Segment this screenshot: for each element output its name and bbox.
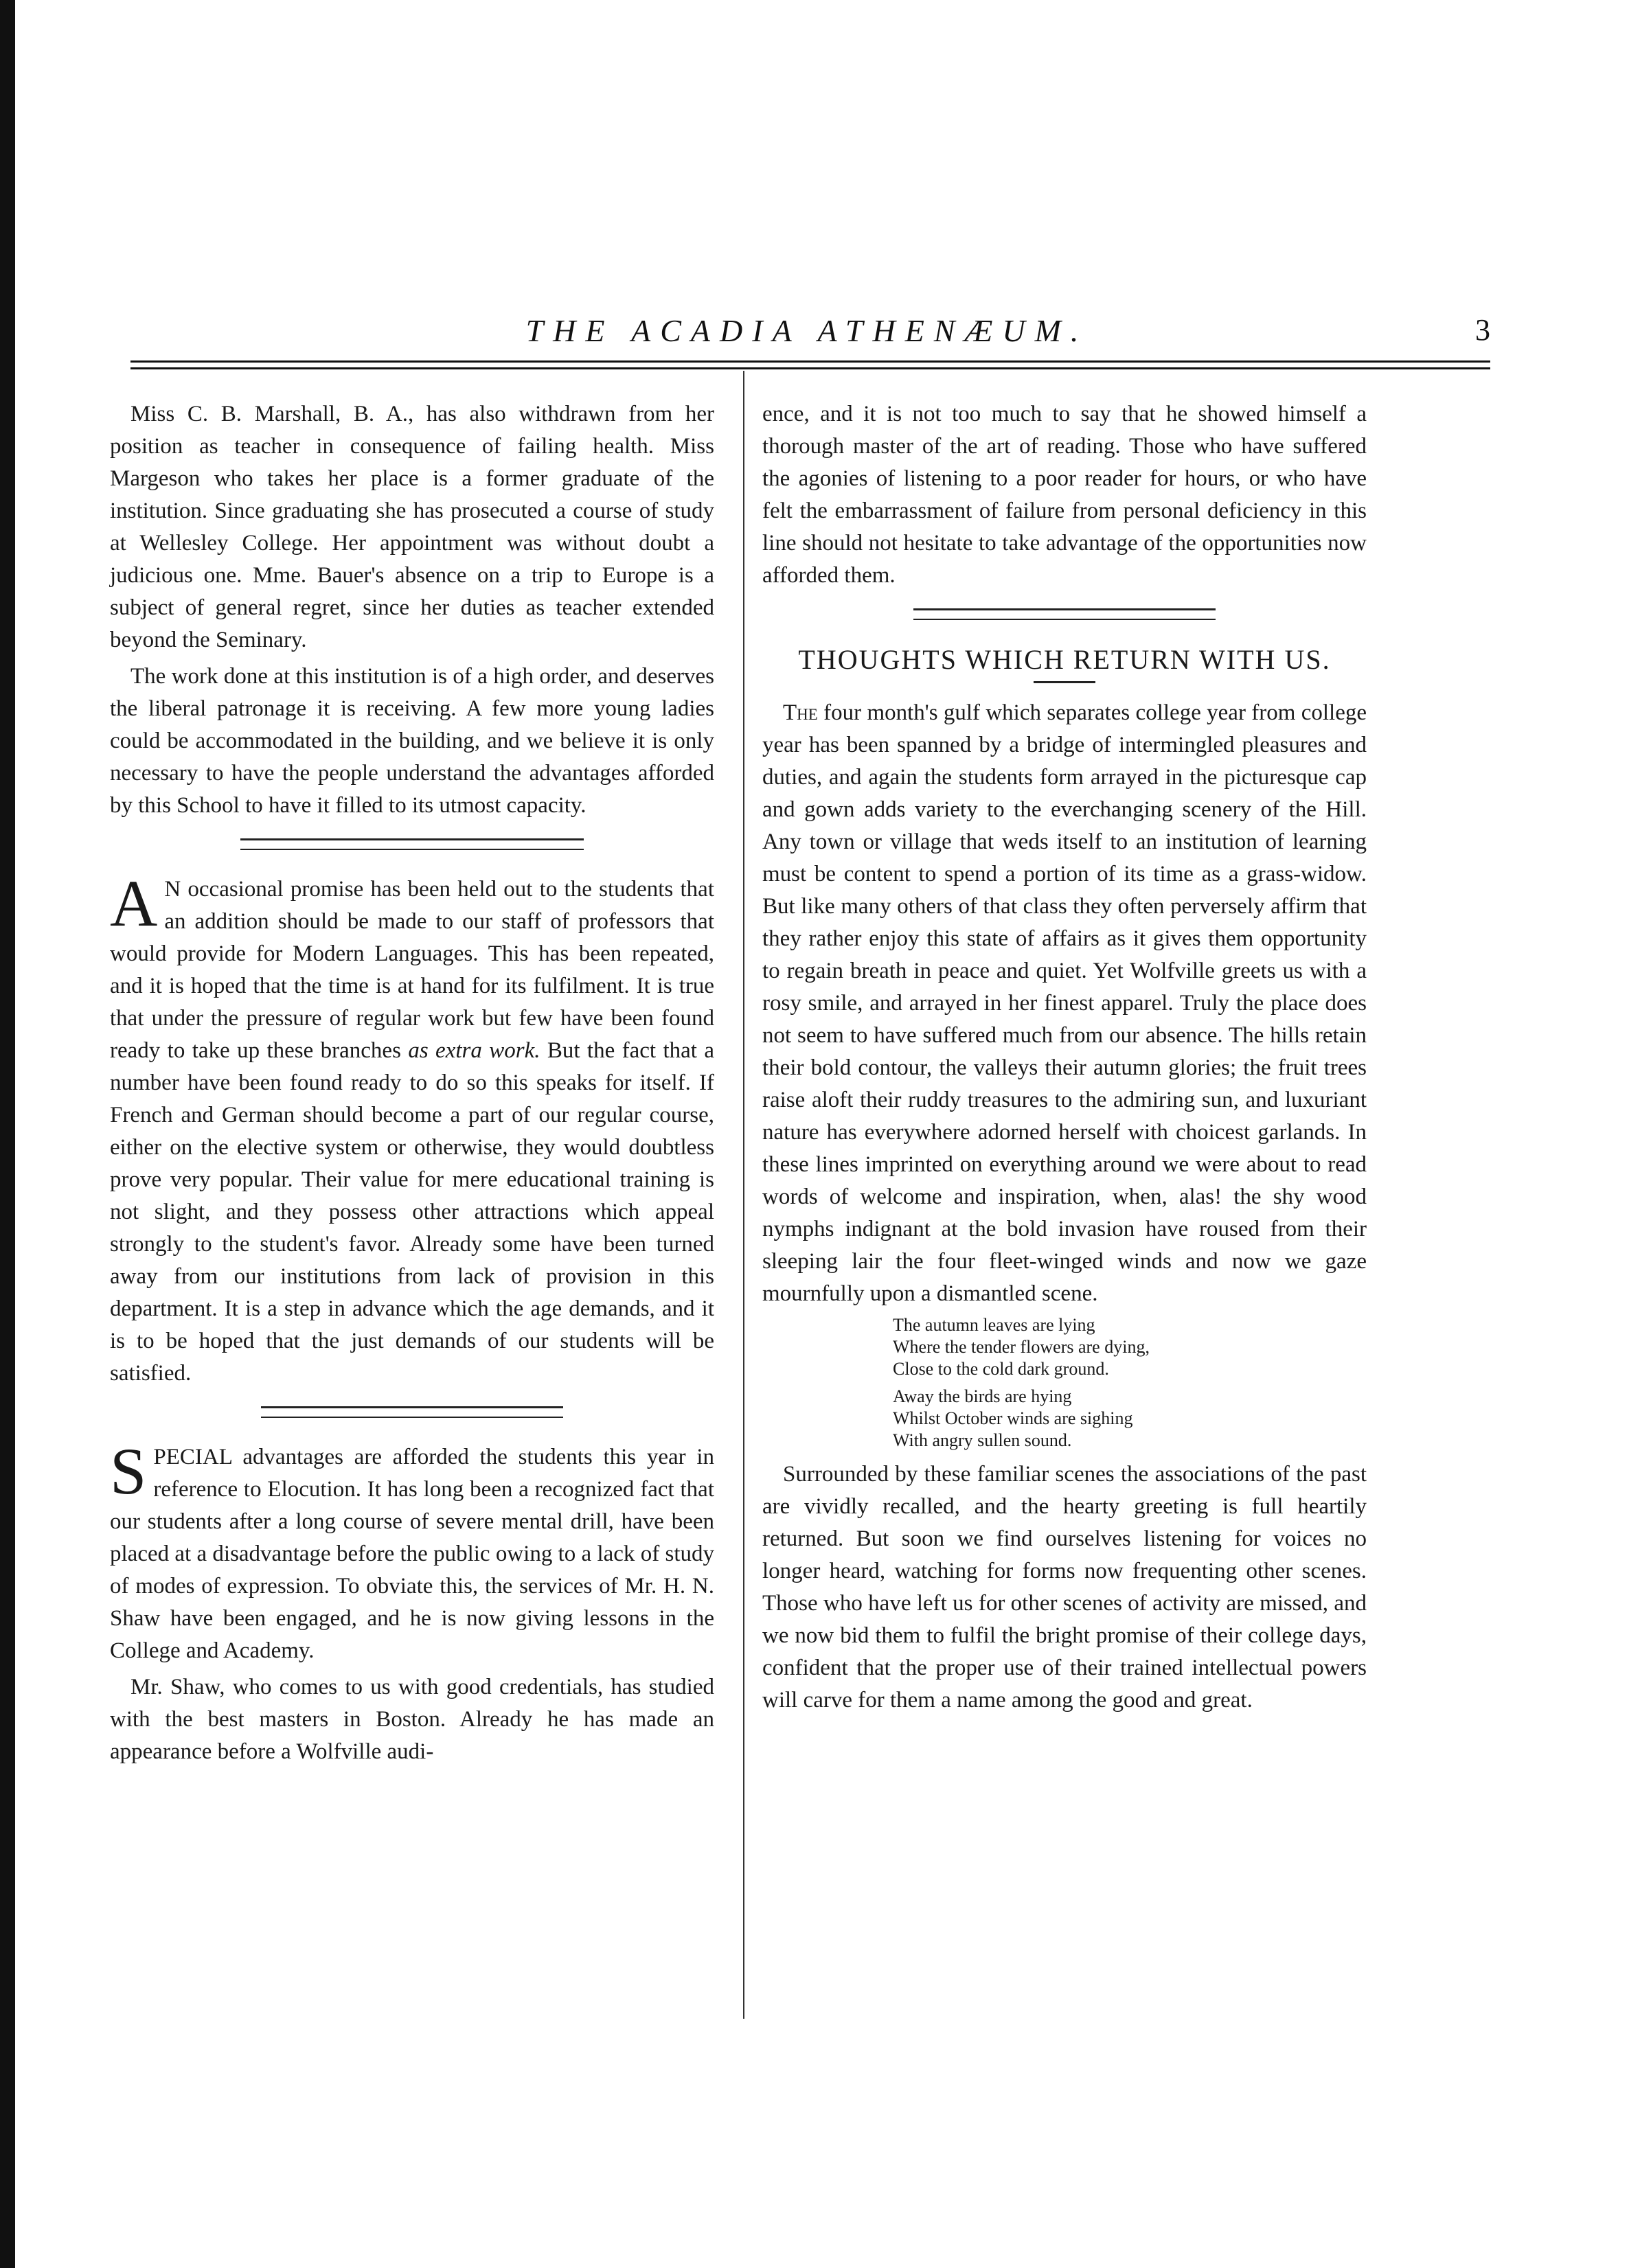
right-column — [762, 398, 1367, 1721]
poem-stanza-1 — [893, 1314, 1367, 1380]
page-spine-edge — [0, 0, 15, 2268]
journal-title: THE ACADIA ATHENÆUM. — [525, 313, 1089, 348]
header-rule-top — [130, 360, 1490, 363]
seminary-paragraph-1: Miss C. B. Marshall, B. A., has also withdrawn from her position as teacher in consequence of failing health. Miss Margeson who takes her place is a former graduate of the institution. Since graduating she has prosecuted a course of study at Wellesley College. Her appointment was without doubt a judicious one. Mme. Bauer's absence on a trip to Europe is a subject of general regret, since her duties as teacher extended beyond the Seminary. — [110, 402, 714, 652]
section-divider — [240, 838, 584, 850]
title-rule — [1034, 681, 1095, 683]
header-rule-bottom — [130, 367, 1490, 369]
thoughts-text-1: four month's gulf which separates college year from college year has been spanned by a bridge of intermingled pleasures and duties, and again the students form arrayed in the picturesque cap and gown adds variety to the everchanging scenery of the Hill. Any town or village that weds itself to an institution of learning must be content to spend a portion of its time as a grass-widow. But like many others of that class they often perversely affirm that they rather enjoy this state of affairs as it gives them opportunity to regain breath in peace and quiet. Yet Wolfville greets us with a rosy smile, and arrayed in her finest apparel. Truly the place does not seem to have suffered much from our absence. The hills retain their bold contour, the valleys their autumn glories; the fruit trees raise aloft their ruddy treasures to the admiring sun, and luxuriant nature has everywhere adorned herself with choicest garlands. In these lines imprinted on everything around we were about to read words of welcome and inspiration, when, alas! the shy wood nymphs indignant at the bold invasion have roused from their sleeping lair the four fleet-winged winds and now we gaze mournfully upon a dismantled scene. — [762, 700, 1367, 1306]
poem-line: The autumn leaves are lying — [893, 1315, 1095, 1335]
seminary-paragraph-2: The work done at this institution is of a high order, and deserves the liberal patronage it is receiving. A few more young ladies could be accommodated in the building, and we believe it is only necessary to have the people understand the advantages afforded by this School to have it filled to its utmost capacity. — [110, 664, 714, 818]
poem-line: Where the tender flowers are dying, — [893, 1337, 1150, 1357]
column-divider — [743, 371, 744, 2019]
section-divider — [261, 1406, 563, 1418]
modern-languages-text-a: N occasional promise has been held out to the students that an addition should be made to our staff of professors that would provide for Modern Languages. This has been repeated, and it is hoped that the time is at hand for its fulfilment. It is true that under the pressure of regular work but few have been found ready to take up these branches — [110, 877, 714, 1063]
shaw-paragraph: Mr. Shaw, who comes to us with good credentials, has studied with the best masters in Boston. Already he has made an appearance before a Wolfville audi- — [110, 1675, 714, 1764]
thoughts-paragraph-1 — [762, 697, 1367, 1310]
modern-languages-emphasis: as extra work. — [408, 1038, 540, 1063]
elocution-continuation: ence, and it is not too much to say that he showed himself a thorough master of the art of reading. Those who have suffered the agonies of listening to a poor reader for hours, or who have felt the embarrassment of failure from personal deficiency in this line should not hesitate to take advantage of the opportunities now afforded them. — [762, 402, 1367, 588]
elocution-text: PECIAL advantages are afforded the students this year in reference to Elocution. It has long been a recognized fact that our students after a long course of severe mental drill, have been placed at a disadvantage before the public owing to a lack of study of modes of expression. To obviate this, the services of Mr. H. N. Shaw have been engaged, and he is now giving lessons in the College and Academy. — [110, 1445, 714, 1663]
thoughts-lead-word: The — [783, 700, 818, 725]
page-number: 3 — [1475, 313, 1490, 347]
elocution-paragraph — [110, 1434, 714, 1667]
poem-stanza-2 — [893, 1386, 1367, 1452]
thoughts-paragraph-2: Surrounded by these familiar scenes the associations of the past are vividly recalled, and the hearty greeting is full heartily returned. But soon we find ourselves listening for voices no longer heard, watching for forms now frequenting other scenes. Those who have left us for other scenes of activity are missed, and we now bid them to fulfil the bright promise of their college days, confident that the proper use of their trained intellectual powers will carve for them a name among the good and great. — [762, 1462, 1367, 1713]
left-column — [110, 398, 714, 1772]
article-title: THOUGHTS WHICH RETURN WITH US. — [798, 644, 1331, 675]
running-header — [124, 312, 1490, 354]
modern-languages-paragraph — [110, 867, 714, 1390]
poem-line: Away the birds are hying — [893, 1386, 1072, 1406]
poem — [893, 1314, 1367, 1452]
poem-line: Close to the cold dark ground. — [893, 1359, 1109, 1379]
drop-cap-a: A — [110, 867, 158, 940]
poem-line: With angry sullen sound. — [893, 1430, 1072, 1450]
modern-languages-text-b: But the fact that a number have been found ready to do so this speaks for itself. If French and German should become a part of our regular course, either on the elective system or otherwise, they would doubtless prove very popular. Their value for mere educational training is not slight, and they possess other attractions which appeal strongly to the student's favor. Already some have been turned away from our institutions from lack of provision in this department. It is a step in advance which the age demands, and it is to be hoped that the just demands of our students will be satisfied. — [110, 1038, 714, 1386]
poem-line: Whilst October winds are sighing — [893, 1408, 1133, 1428]
drop-cap-s: S — [110, 1434, 147, 1508]
section-divider — [913, 608, 1216, 620]
